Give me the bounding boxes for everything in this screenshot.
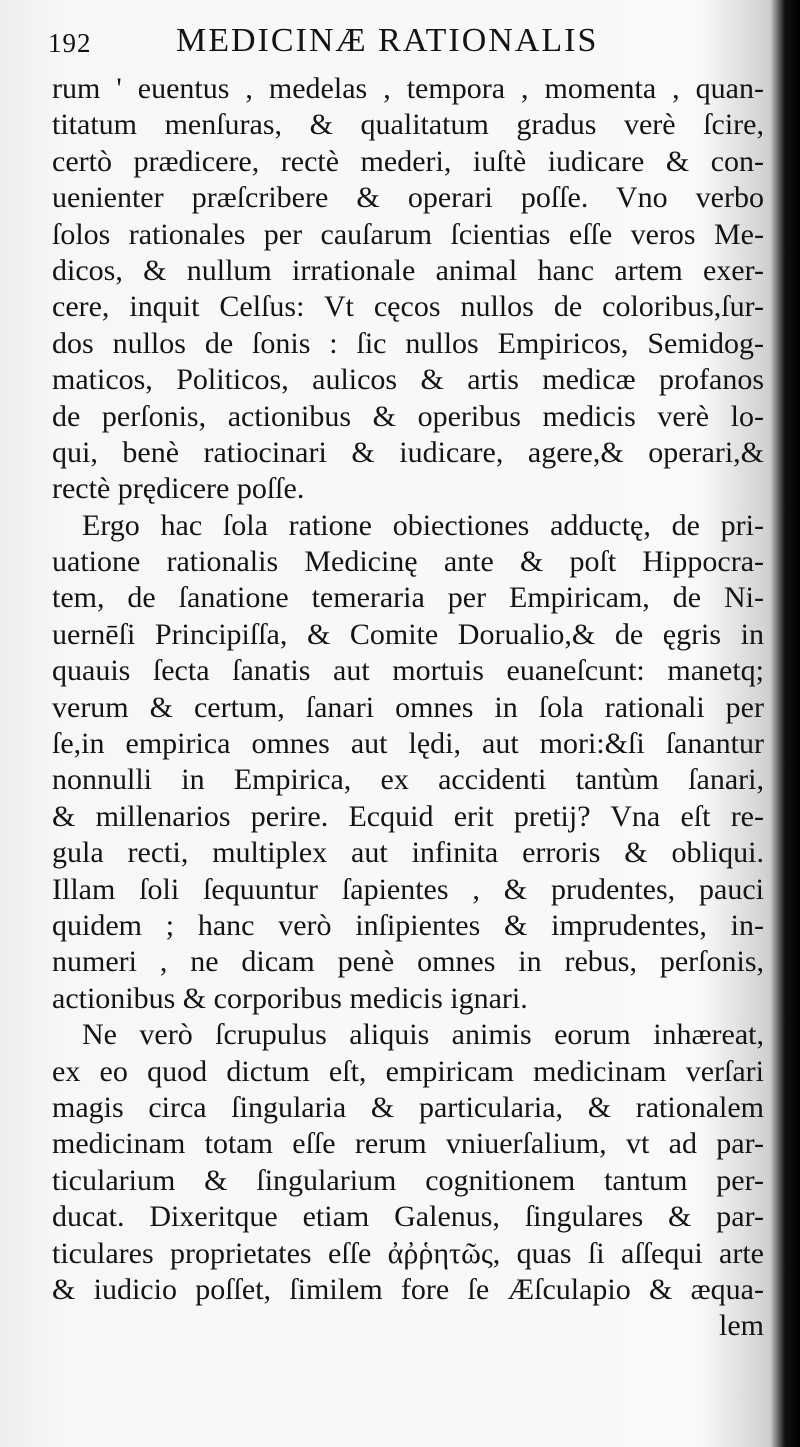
text-line: de perſonis, actionibus & operibus medicis verè lo- xyxy=(52,399,764,433)
text-line: ducat. Dixeritque etiam Galenus, ſingulares & par- xyxy=(52,1200,764,1234)
page-number: 192 xyxy=(48,28,92,58)
paragraph-first-line: Ne verò ſcrupulus aliquis animis eorum inhæreat, xyxy=(82,1018,764,1052)
text-line: ex eo quod dictum eſt, empiricam medicinam verſari xyxy=(52,1054,764,1088)
text-line: ticularium & ſingularium cognitionem tantum per- xyxy=(52,1163,764,1197)
text-line: & millenarios perire. Ecquid erit pretij? Vna eſt re- xyxy=(52,799,764,833)
running-title: MEDICINÆ RATIONALIS xyxy=(176,22,599,59)
text-line: numeri , ne dicam penè omnes in rebus, perſonis, xyxy=(52,945,764,979)
text-line: quauis ſecta ſanatis aut mortuis euaneſcunt: manetq; xyxy=(52,654,764,688)
text-line: verum & certum, ſanari omnes in ſola rationali per xyxy=(52,690,764,724)
text-line: quidem ; hanc verò inſipientes & imprudentes, in- xyxy=(52,908,764,942)
text-line: uenienter præſcribere & operari poſſe. Vno verbo xyxy=(52,181,764,215)
text-line: dos nullos de ſonis : ſic nullos Empiricos, Semidog- xyxy=(52,326,764,360)
text-line: nonnulli in Empirica, ex accidenti tantùm ſanari, xyxy=(52,763,764,797)
text-line: tem, de ſanatione temeraria per Empiricam, de Ni- xyxy=(52,581,764,615)
text-line: gula recti, multiplex aut infinita erroris & obliqui. xyxy=(52,836,764,870)
text-line: & iudicio poſſet, ſimilem fore ſe Æſculapio & æqua- xyxy=(52,1272,764,1306)
text-line: qui, benè ratiocinari & iudicare, agere,& operari,& xyxy=(52,435,764,469)
text-line: titatum menſuras, & qualitatum gradus verè ſcire, xyxy=(52,108,764,142)
text-line: Illam ſoli ſequuntur ſapientes , & prudentes, pauci xyxy=(52,872,764,906)
text-line: ſolos rationales per cauſarum ſcientias eſſe veros Me- xyxy=(52,217,764,251)
text-line: actionibus & corporibus medicis ignari. xyxy=(52,981,528,1015)
text-line: cere, inquit Celſus: Vt cęcos nullos de coloribus,ſur- xyxy=(52,290,764,324)
text-line: maticos, Politicos, aulicos & artis medicæ profanos xyxy=(52,363,764,397)
text-line: rectè prędicere poſſe. xyxy=(52,472,305,506)
text-line: rum ' euentus , medelas , tempora , momenta , quan- xyxy=(52,72,764,105)
text-line: magis circa ſingularia & particularia, & rationalem xyxy=(52,1090,764,1124)
text-line: ticulares proprietates eſſe ἀῤῥητῶς, quas ſi aſſequi arte xyxy=(52,1236,764,1270)
catchword: lem xyxy=(719,1309,764,1343)
text-line: dicos, & nullum irrationale animal hanc artem exer- xyxy=(52,253,764,287)
paragraph-first-line: Ergo hac ſola ratione obiectiones adductę, de pri- xyxy=(82,508,764,542)
page-header xyxy=(48,18,768,68)
text-line: uatione rationalis Medicinę ante & poſt Hippocra- xyxy=(52,545,764,579)
text-line: ſe,in empirica omnes aut lędi, aut mori:&ſi ſanantur xyxy=(52,727,764,761)
text-line: certò prædicere, rectè mederi, iuſtè iudicare & con- xyxy=(52,144,764,178)
text-line: uernēſi Principiſſa, & Comite Dorualio,& de ęgris in xyxy=(52,617,764,651)
text-line: medicinam totam eſſe rerum vniuerſalium, vt ad par- xyxy=(52,1127,764,1161)
text-body xyxy=(52,71,764,1345)
